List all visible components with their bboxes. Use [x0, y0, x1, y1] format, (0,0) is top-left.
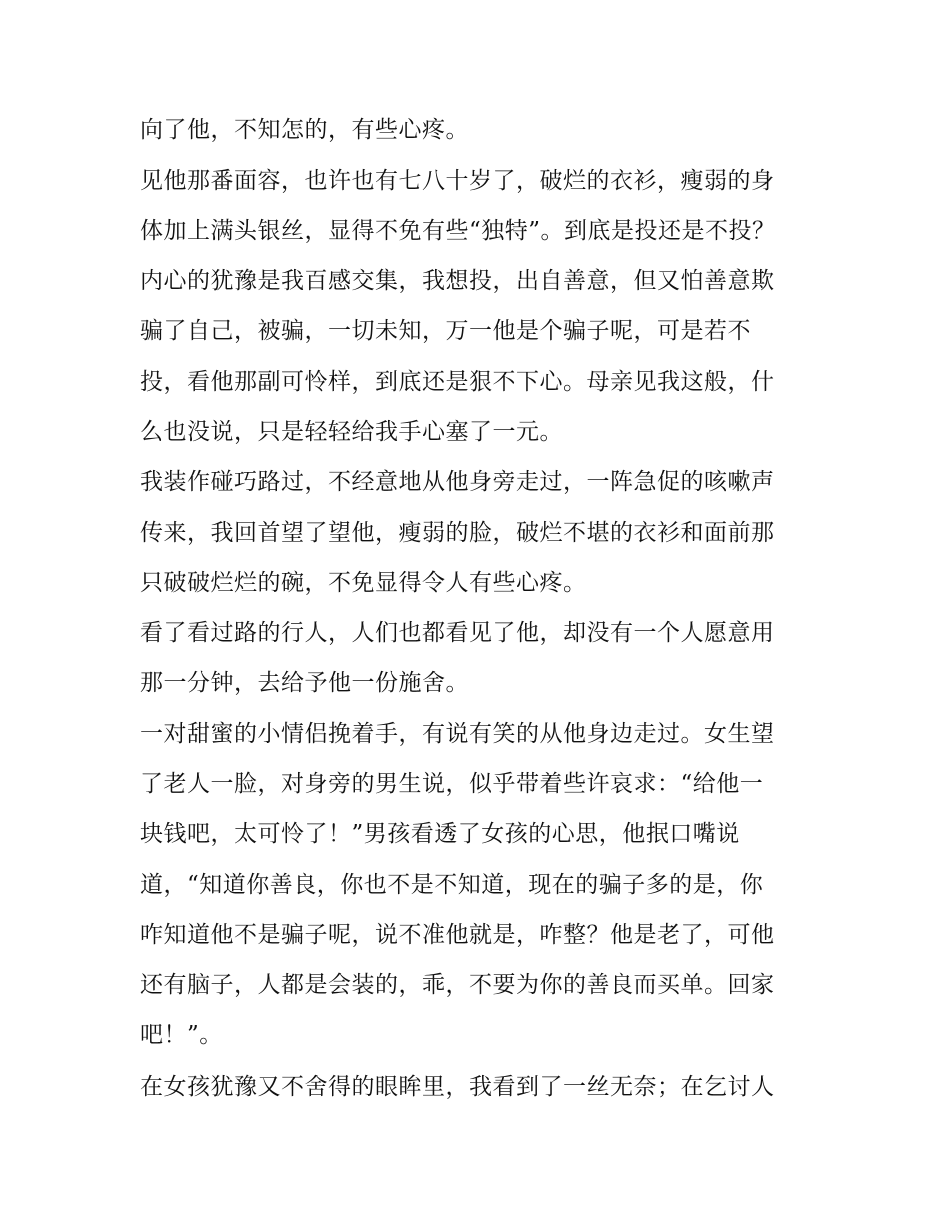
text-line-4: 内心的犹豫是我百感交集，我想投，出自善意，但又怕善意欺	[140, 268, 775, 294]
text-line-9: 传来，我回首望了望他，瘦弱的脸，破烂不堪的衣衫和面前那	[140, 520, 775, 546]
text-line-6: 投，看他那副可怜样，到底还是狠不下心。母亲见我这般，什	[140, 369, 775, 395]
text-line-11: 看了看过路的行人，人们也都看见了他，却没有一个人愿意用	[140, 620, 775, 646]
text-line-3: 体加上满头银丝，显得不免有些“独特”。到底是投还是不投？	[140, 218, 776, 244]
text-line-16: 道，“知道你善良，你也不是不知道，现在的骗子多的是，你	[140, 872, 764, 898]
text-line-17: 咋知道他不是骗子呢，说不准他就是，咋整？他是老了，可他	[140, 922, 775, 948]
text-line-18: 还有脑子，人都是会装的，乖，不要为你的善良而买单。回家	[140, 972, 775, 998]
text-line-20: 在女孩犹豫又不舍得的眼眸里，我看到了一丝无奈；在乞讨人	[140, 1074, 775, 1100]
text-line-13: 一对甜蜜的小情侣挽着手，有说有笑的从他身边走过。女生望	[140, 721, 775, 747]
text-line-5: 骗了自己，被骗，一切未知，万一他是个骗子呢，可是若不	[140, 318, 751, 344]
text-line-12: 那一分钟，去给予他一份施舍。	[140, 670, 469, 696]
text-line-2: 见他那番面容，也许也有七八十岁了，破烂的衣衫，瘦弱的身	[140, 168, 775, 194]
text-line-15: 块钱吧，太可怜了！”男孩看透了女孩的心思，他抿口嘴说	[140, 821, 740, 847]
text-line-19: 吧！”。	[140, 1022, 223, 1048]
text-line-14: 了老人一脸，对身旁的男生说，似乎带着些许哀求：“给他一	[140, 771, 764, 797]
text-line-7: 么也没说，只是轻轻给我手心塞了一元。	[140, 419, 563, 445]
text-line-1: 向了他，不知怎的，有些心疼。	[140, 117, 469, 143]
text-line-8: 我装作碰巧路过，不经意地从他身旁走过，一阵急促的咳嗽声	[140, 469, 775, 495]
text-line-10: 只破破烂烂的碗，不免显得令人有些心疼。	[140, 570, 587, 596]
